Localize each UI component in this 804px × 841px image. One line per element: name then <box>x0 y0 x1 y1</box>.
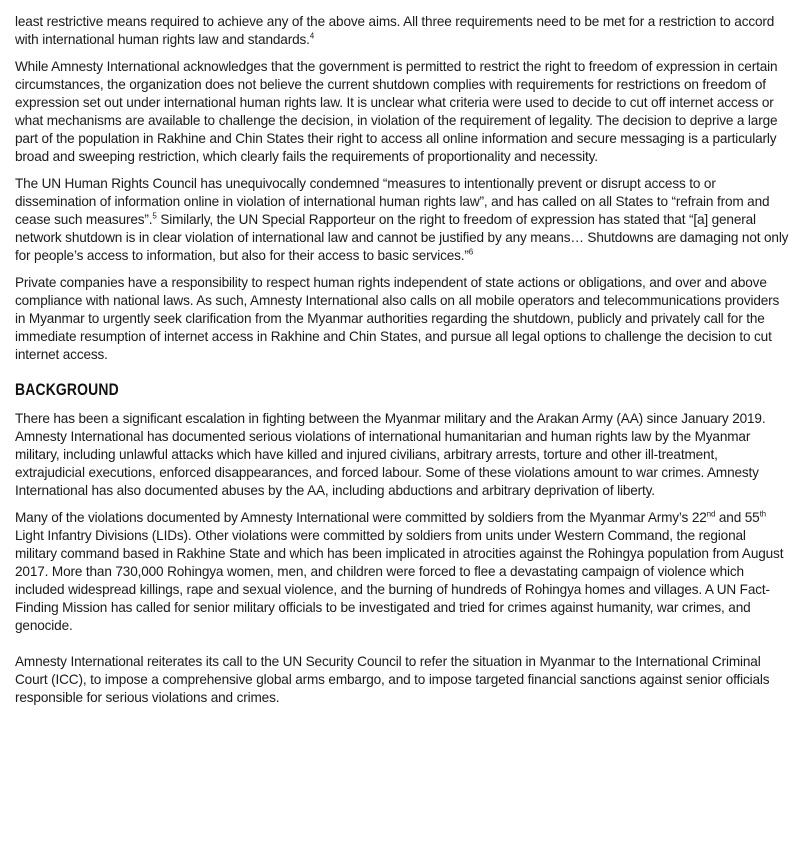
paragraph-text: and 55 <box>715 510 760 525</box>
ordinal-suffix: nd <box>706 509 716 519</box>
paragraph-text: Similarly, the UN Special Rapporteur on the right to freedom of expression has stated that “[a] general network shutdown is in clear violation of international law and cannot be justified by any means… Shutdowns are damaging not only for people’s access to information, but also for their access to basic services.” <box>15 212 789 263</box>
paragraph-security-council-call <box>15 653 791 707</box>
footnote-marker: 6 <box>468 247 474 257</box>
paragraph-background-violations <box>15 509 791 635</box>
paragraph-private-companies <box>15 274 791 364</box>
footnote-marker: 4 <box>309 31 315 41</box>
paragraph-text: While Amnesty International acknowledges that the government is permitted to restrict the right to freedom of expression in certain circumstances, the organization does not believe the current shutdown complies with requirements for restrictions on freedom of expression set out under international human rights law. It is unclear what criteria were used to decide to cut off internet access or what mechanisms are available to challenge the decision, in violation of the requirement of legality. The decision to deprive a large part of the population in Rakhine and Chin States their right to access all online information and secure messaging is a particularly broad and sweeping restriction, which clearly fails the requirements of proportionality and necessity. <box>15 59 778 164</box>
paragraph-text: There has been a significant escalation in fighting between the Myanmar military and the Arakan Army (AA) since January 2019. Amnesty International has documented serious violations of international humanitarian and human rights law by the Myanmar military, including unlawful attacks which have killed and injured civilians, arbitrary arrests, torture and other ill-treatment, extrajudicial executions, enforced disappearances, and forced labour. Some of these violations amount to war crimes. Amnesty International has also documented abuses by the AA, including abductions and arbitrary deprivation of liberty. <box>15 411 766 498</box>
footnote-marker: 5 <box>152 211 157 221</box>
ordinal-suffix: th <box>759 509 766 519</box>
paragraph-legal-requirements <box>15 13 791 49</box>
paragraph-text: Private companies have a responsibility to respect human rights independent of state actions or obligations, and over and above compliance with national laws. As such, Amnesty International also calls on all mobile operators and telecommunications providers in Myanmar to urgently seek clarification from the Myanmar authorities regarding the shutdown, publicly and privately call for the immediate resumption of internet access in Rakhine and Chin States, and pursue all legal options to challenge the decision to cut internet access. <box>15 275 780 362</box>
document-page <box>15 13 791 716</box>
paragraph-text: Many of the violations documented by Amnesty International were committed by soldiers from the Myanmar Army’s 22 <box>15 510 707 525</box>
section-heading-background: BACKGROUND <box>15 380 119 399</box>
paragraph-text: Light Infantry Divisions (LIDs). Other violations were committed by soldiers from units under Western Command, the regional military command based in Rakhine State and which has been implicated in atrocities against the Rohingya population from August 2017. More than 730,000 Rohingya women, men, and children were forced to flee a devastating campaign of violence which included widespread killings, rape and sexual violence, and the burning of hundreds of Rohingya homes and villages. A UN Fact-Finding Mission has called for senior military officials to be investigated and tried for crimes against humanity, war crimes, and genocide. <box>15 528 784 633</box>
paragraph-amnesty-position <box>15 58 791 166</box>
paragraph-un-condemnation <box>15 175 791 265</box>
paragraph-text: The UN Human Rights Council has unequivocally condemned “measures to intentionally prevent or disrupt access to or dissemination of information online in violation of international human rights law”, and has called on all States to “refrain from and cease such measures”. <box>15 176 770 227</box>
paragraph-text: Amnesty International reiterates its call to the UN Security Council to refer the situation in Myanmar to the International Criminal Court (ICC), to impose a comprehensive global arms embargo, and to impose targeted financial sanctions against senior officials responsible for serious violations and crimes. <box>15 654 770 705</box>
paragraph-text: least restrictive means required to achieve any of the above aims. All three requirements need to be met for a restriction to accord with international human rights law and standards. <box>15 14 775 47</box>
paragraph-background-escalation <box>15 410 791 500</box>
